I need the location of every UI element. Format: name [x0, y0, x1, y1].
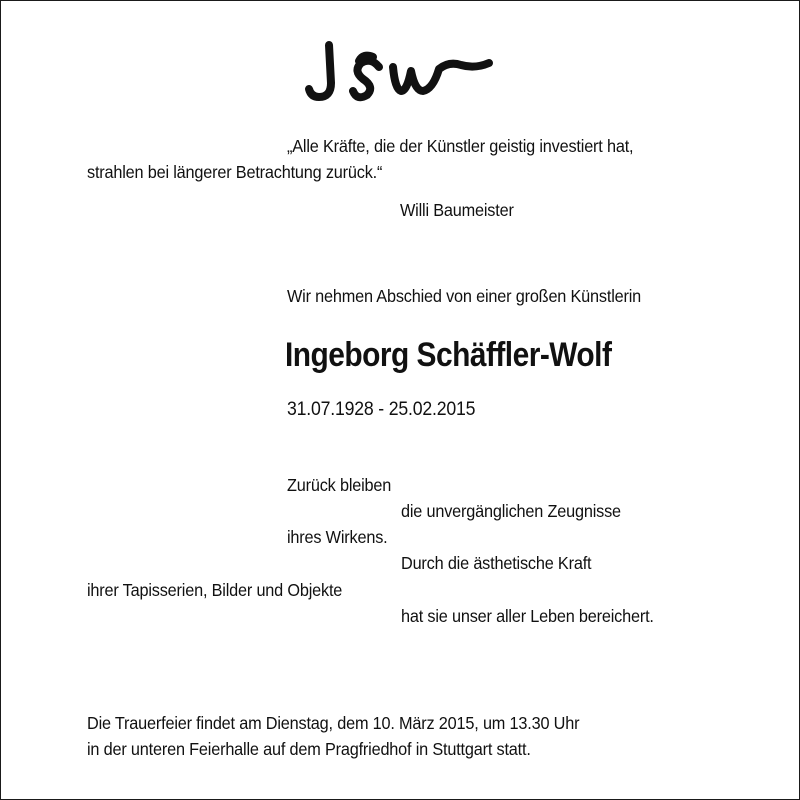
poem-line: Zurück bleiben [287, 475, 392, 495]
funeral-info-line-2: in der unteren Feierhalle auf dem Pragfriedhof in Stuttgart statt. [87, 739, 531, 759]
quote-line-1: „Alle Kräfte, die der Künstler geistig investiert hat, [287, 136, 634, 156]
farewell-text: Wir nehmen Abschied von einer großen Künstlerin [287, 286, 642, 306]
life-dates: 31.07.1928 - 25.02.2015 [287, 399, 476, 420]
quote-line-2: strahlen bei längerer Betrachtung zurück.“ [87, 162, 383, 182]
poem-line: die unvergänglichen Zeugnisse [401, 501, 621, 521]
poem-line: Durch die ästhetische Kraft [401, 553, 592, 573]
poem-line: hat sie unser aller Leben bereichert. [401, 606, 654, 626]
handwritten-signature-logo [301, 31, 501, 111]
deceased-name: Ingeborg Schäffler-Wolf [285, 336, 612, 374]
quote-author: Willi Baumeister [400, 200, 514, 220]
poem-line: ihrer Tapisserien, Bilder und Objekte [87, 580, 343, 600]
funeral-info-line-1: Die Trauerfeier findet am Dienstag, dem 10. März 2015, um 13.30 Uhr [87, 713, 580, 733]
poem-line: ihres Wirkens. [287, 527, 388, 547]
